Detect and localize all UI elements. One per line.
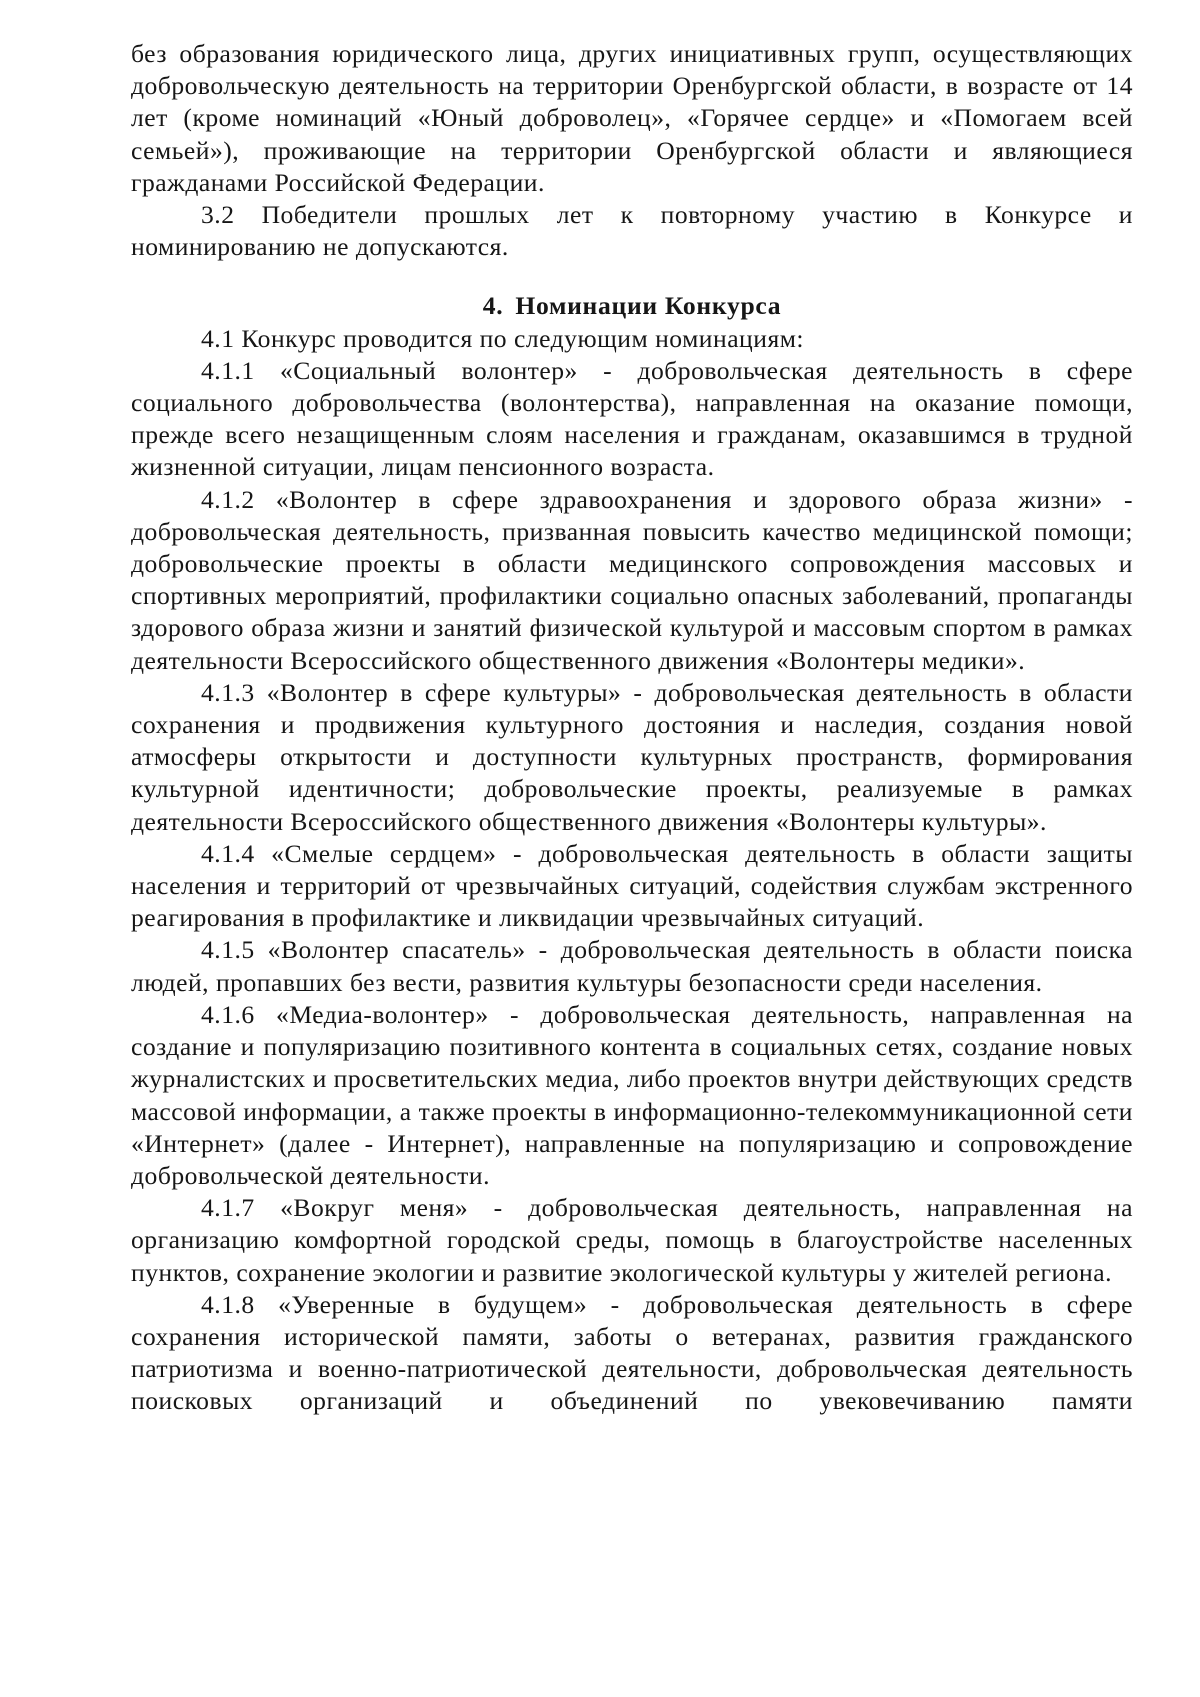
clause-4-1-2: 4.1.2 «Волонтер в сфере здравоохранения и здорового образа жизни» - добровольческая деятельность, призванная повысить качество медицинской помощи; добровольческие проекты в области медицинского сопровождения массовых и спортивных мероприятий, профилактики социально опасных заболеваний, пропаганды здорового образа жизни и занятий физической культурой и массовым спортом в рамках деятельности Всероссийского общественного движения «Волонтеры медики». (131, 484, 1133, 675)
clause-4-1-1: 4.1.1 «Социальный волонтер» - добровольческая деятельность в сфере социального добровольчества (волонтерства), направленная на оказание помощи, прежде всего незащищенным слоям населения и гражданам, оказавшимся в трудной жизненной ситуации, лицам пенсионного возраста. (131, 355, 1133, 482)
clause-4-1-7: 4.1.7 «Вокруг меня» - добровольческая деятельность, направленная на организацию комфортной городской среды, помощь в благоустройстве населенных пунктов, сохранение экологии и развитие экологической культуры у жителей региона. (131, 1193, 1133, 1287)
intro-paragraph: без образования юридического лица, других инициативных групп, осуществляющих добровольческую деятельность на территории Оренбургской области, в возрасте от 14 лет (кроме номинаций «Юный доброволец», «Горячее сердце» и «Помогаем всей семьей»), проживающие на территории Оренбургской области и являющиеся гражданами Российской Федерации. (131, 39, 1133, 197)
clause-3-2: 3.2 Победители прошлых лет к повторному участию в Конкурсе и номинированию не допускаются. (131, 200, 1133, 262)
clause-4-1-6: 4.1.6 «Медиа-волонтер» - добровольческая деятельность, направленная на создание и популяризацию позитивного контента в социальных сетях, создание новых журналистских и просветительских медиа, либо проектов внутри действующих средств массовой информации, а также проекты в информационно-телекоммуникационной сети «Интернет» (далее - Интернет), направленные на популяризацию и сопровождение добровольческой деятельности. (131, 999, 1133, 1190)
clause-4-1-5: 4.1.5 «Волонтер спасатель» - добровольческая деятельность в области поиска людей, пропавших без вести, развития культуры безопасности среди населения. (131, 935, 1133, 997)
clause-4-1: 4.1 Конкурс проводится по следующим номинациям: (201, 323, 805, 353)
document-body (131, 38, 1133, 1418)
clause-4-1-4: 4.1.4 «Смелые сердцем» - добровольческая деятельность в области защиты населения и территорий от чрезвычайных ситуаций, содействия службам экстренного реагирования в профилактике и ликвидации чрезвычайных ситуаций. (131, 838, 1133, 933)
section-4-number: 4. (482, 291, 504, 321)
clause-4-1-3: 4.1.3 «Волонтер в сфере культуры» - добровольческая деятельность в области сохранения и продвижения культурного достояния и наследия, создания новой атмосферы открытости и доступности культурных пространств, формирования культурной идентичности; добровольческие проекты, реализуемые в рамках деятельности Всероссийского общественного движения «Волонтеры культуры». (131, 677, 1133, 836)
section-4-title: Номинации Конкурса (515, 291, 782, 321)
clause-4-1-8: 4.1.8 «Уверенные в будущем» - добровольческая деятельность в сфере сохранения исторической памяти, заботы о ветеранах, развития гражданского патриотизма и военно-патриотической деятельности, добровольческая деятельность поисковых организаций и объединений по увековечиванию памяти (131, 1289, 1133, 1416)
section-4-heading (131, 290, 1133, 322)
